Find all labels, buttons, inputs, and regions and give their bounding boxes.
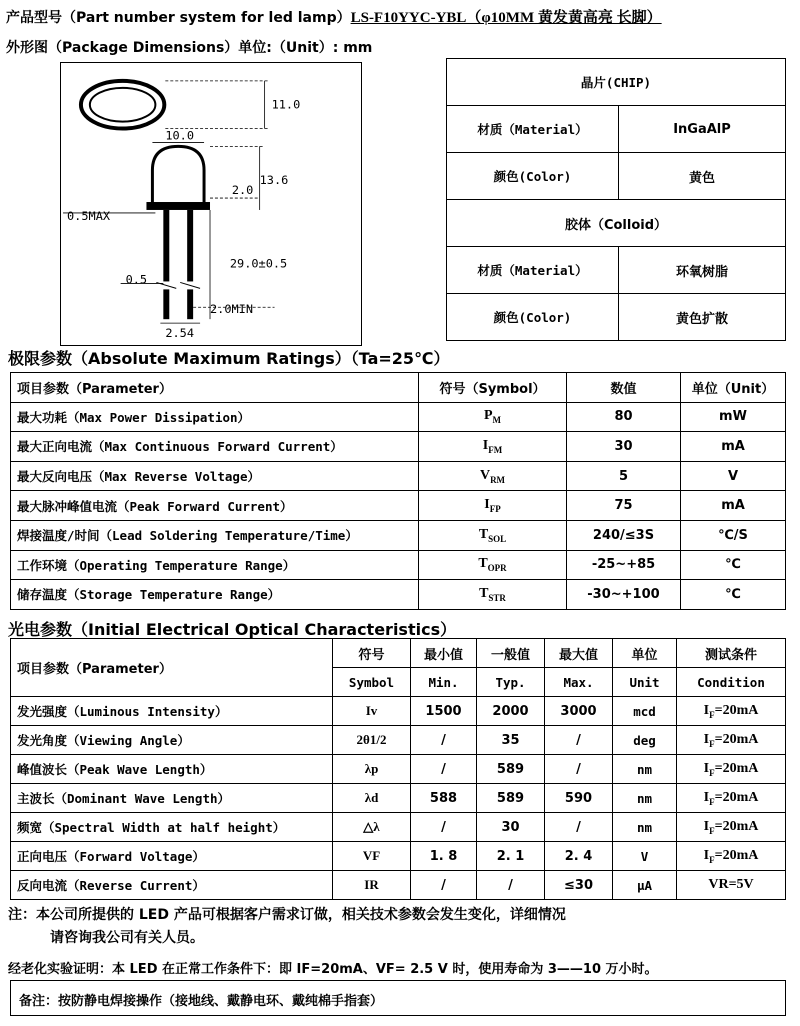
opt-symbol: IR: [333, 871, 411, 900]
opt-condition: [677, 871, 786, 900]
colloid-header: 胶体（Colloid）: [447, 200, 786, 247]
opt-max: 590: [545, 784, 613, 813]
abs-symbol-main: V: [479, 467, 491, 483]
abs-symbol-main: T: [478, 526, 489, 542]
opt-cond-main: I: [703, 702, 710, 718]
table-row: [11, 726, 786, 755]
opt-header-min-en: Min.: [411, 668, 477, 697]
dim-2-0min: 2.0MIN: [210, 302, 254, 317]
opt-cond-main: I: [703, 731, 710, 747]
abs-symbol-sub: FM: [488, 444, 503, 455]
abs-header-param: 项目参数（Parameter）: [11, 373, 419, 403]
optical-table: [10, 638, 786, 900]
remark-box: 备注：按防静电焊接操作（接地线、戴静电环、戴纯棉手指套）: [10, 980, 786, 1016]
colloid-color-value: 黄色扩散: [619, 294, 786, 341]
table-row: [11, 550, 786, 580]
abs-param: 焊接温度/时间（Lead Soldering Temperature/Time）: [11, 520, 419, 550]
abs-value: 30: [567, 432, 681, 462]
abs-max-table: [10, 372, 786, 610]
abs-param: 最大正向电流（Max Continuous Forward Current）: [11, 432, 419, 462]
opt-condition: [677, 842, 786, 871]
abs-symbol-main: P: [483, 408, 493, 424]
opt-cond-rest: =20mA: [714, 731, 759, 747]
lamp-flange: [146, 202, 210, 210]
title-line: [6, 6, 662, 27]
opt-unit: V: [613, 842, 677, 871]
abs-unit: V: [681, 461, 786, 491]
opt-unit: nm: [613, 784, 677, 813]
opt-header-max: 最大值: [545, 639, 613, 668]
lead-right-upper: [187, 210, 193, 281]
chip-color-value: 黄色: [619, 153, 786, 200]
opt-min: /: [411, 871, 477, 900]
opt-cond-sub: F: [709, 825, 715, 836]
opt-param: 主波长（Dominant Wave Length）: [11, 784, 333, 813]
abs-symbol-sub: RM: [490, 474, 506, 485]
opt-symbol: △λ: [333, 813, 411, 842]
abs-unit: mA: [681, 432, 786, 462]
opt-param: 频宽（Spectral Width at half height）: [11, 813, 333, 842]
note-1-cont: 请咨询我公司有关人员。: [50, 930, 204, 946]
table-row: [11, 491, 786, 521]
opt-min: /: [411, 813, 477, 842]
opt-min: /: [411, 755, 477, 784]
abs-header-unit: 单位（Unit）: [681, 373, 786, 403]
dim-2-0: 2.0: [231, 183, 254, 198]
abs-header-value: 数值: [567, 373, 681, 403]
dim-0-5max: 0.5MAX: [67, 208, 111, 223]
opt-header-symbol: 符号: [333, 639, 411, 668]
opt-header-param: 项目参数（Parameter）: [11, 639, 333, 697]
chip-material-label: 材质（Material）: [447, 106, 619, 153]
abs-param: 最大功耗（Max Power Dissipation）: [11, 402, 419, 432]
opt-max: /: [545, 755, 613, 784]
opt-condition: [677, 813, 786, 842]
abs-unit: ℃: [681, 580, 786, 610]
opt-condition: [677, 784, 786, 813]
abs-header-symbol: 符号（Symbol）: [419, 373, 567, 403]
opt-cond-main: I: [703, 818, 710, 834]
note-1: 注：本公司所提供的 LED 产品可根据客户需求订做，相关技术参数会发生变化，详细情况: [8, 907, 566, 923]
package-label: 外形图（Package Dimensions）单位:（Unit）: mm: [6, 40, 373, 56]
opt-header-unit-en: Unit: [613, 668, 677, 697]
dim-13-6: 13.6: [259, 173, 289, 188]
lead-right-lower: [187, 289, 193, 319]
opt-max: ≤30: [545, 871, 613, 900]
abs-symbol: [419, 432, 567, 462]
opt-param: 反向电流（Reverse Current）: [11, 871, 333, 900]
abs-unit: mA: [681, 491, 786, 521]
chip-colloid-table: [446, 58, 786, 341]
top-view-inner: [90, 88, 156, 122]
opt-min: 1. 8: [411, 842, 477, 871]
opt-cond-sub: F: [709, 767, 715, 778]
abs-value: 80: [567, 402, 681, 432]
opt-min: /: [411, 726, 477, 755]
opt-param: 峰值波长（Peak Wave Length）: [11, 755, 333, 784]
abs-param: 工作环境（Operating Temperature Range）: [11, 550, 419, 580]
opt-typ: /: [477, 871, 545, 900]
table-row: [11, 461, 786, 491]
opt-max: /: [545, 813, 613, 842]
opt-cond-sub: F: [709, 709, 715, 720]
opt-symbol: λd: [333, 784, 411, 813]
opt-typ: 2000: [477, 697, 545, 726]
abs-symbol: [419, 550, 567, 580]
opt-cond-rest: =20mA: [714, 847, 759, 863]
abs-value: 75: [567, 491, 681, 521]
abs-param: 最大反向电压（Max Reverse Voltage）: [11, 461, 419, 491]
opt-cond-main: I: [703, 760, 710, 776]
table-row: [11, 813, 786, 842]
opt-typ: 30: [477, 813, 545, 842]
optical-body: [11, 697, 786, 900]
table-row: [11, 432, 786, 462]
opt-cond-sub: F: [709, 738, 715, 749]
abs-symbol: [419, 461, 567, 491]
opt-max: 3000: [545, 697, 613, 726]
abs-value: 5: [567, 461, 681, 491]
opt-unit: deg: [613, 726, 677, 755]
dim-10: 10.0: [165, 128, 195, 143]
dim-2-54: 2.54: [165, 326, 195, 341]
opt-condition: [677, 726, 786, 755]
abs-symbol-sub: M: [492, 415, 502, 426]
table-row: [11, 580, 786, 610]
colloid-color-label: 颜色(Color): [447, 294, 619, 341]
opt-cond-main: I: [703, 789, 710, 805]
opt-unit: nm: [613, 755, 677, 784]
opt-header-typ: 一般值: [477, 639, 545, 668]
table-row: [11, 520, 786, 550]
abs-unit: ℃/S: [681, 520, 786, 550]
part-number: LS-F10YYC-YBL（φ10MM 黄发黄高亮 长脚）: [350, 10, 662, 26]
table-row: [11, 402, 786, 432]
abs-unit: ℃: [681, 550, 786, 580]
lead-left-lower: [163, 289, 169, 319]
opt-typ: 2. 1: [477, 842, 545, 871]
opt-cond-sub: F: [709, 854, 715, 865]
opt-cond-sub: F: [709, 796, 715, 807]
optical-title: 光电参数（Initial Electrical Optical Characteristics）: [8, 620, 457, 639]
opt-header-cond-en: Condition: [677, 668, 786, 697]
opt-symbol: 2θ1/2: [333, 726, 411, 755]
opt-unit: nm: [613, 813, 677, 842]
note-2: 经老化实验证明：本 LED 在正常工作条件下：即 IF=20mA、VF= 2.5 V 时，使用寿命为 3——10 万小时。: [8, 962, 658, 977]
abs-value: -25~+85: [567, 550, 681, 580]
abs-symbol-main: T: [478, 556, 488, 572]
opt-header-unit: 单位: [613, 639, 677, 668]
opt-cond-rest: =20mA: [714, 760, 759, 776]
dim-29: 29.0±0.5: [229, 256, 288, 271]
opt-unit: μA: [613, 871, 677, 900]
table-row: [11, 842, 786, 871]
opt-typ: 589: [477, 755, 545, 784]
abs-symbol: [419, 402, 567, 432]
lamp-body: [152, 146, 204, 204]
abs-param: 储存温度（Storage Temperature Range）: [11, 580, 419, 610]
abs-symbol-sub: FP: [489, 504, 501, 515]
chip-header: 晶片(CHIP): [447, 59, 786, 106]
opt-symbol: λp: [333, 755, 411, 784]
table-row: [11, 697, 786, 726]
opt-header-min: 最小值: [411, 639, 477, 668]
opt-header-cond: 测试条件: [677, 639, 786, 668]
opt-cond-rest: =20mA: [714, 818, 759, 834]
opt-param: 发光角度（Viewing Angle）: [11, 726, 333, 755]
package-drawing-svg: [61, 63, 361, 345]
abs-param: 最大脉冲峰值电流（Peak Forward Current）: [11, 491, 419, 521]
opt-typ: 589: [477, 784, 545, 813]
opt-typ: 35: [477, 726, 545, 755]
abs-symbol-main: I: [482, 438, 489, 454]
opt-header-max-en: Max.: [545, 668, 613, 697]
abs-value: 240/≤3S: [567, 520, 681, 550]
opt-symbol: VF: [333, 842, 411, 871]
abs-symbol: [419, 520, 567, 550]
opt-cond-main: I: [703, 847, 710, 863]
abs-symbol-main: I: [484, 497, 490, 513]
opt-max: /: [545, 726, 613, 755]
abs-symbol-sub: STR: [488, 592, 506, 603]
opt-cond-main: VR=5V: [708, 876, 754, 892]
package-drawing: [60, 62, 362, 346]
table-row: [11, 784, 786, 813]
table-row: [11, 755, 786, 784]
opt-condition: [677, 697, 786, 726]
abs-symbol-main: T: [479, 586, 489, 602]
opt-condition: [677, 755, 786, 784]
opt-min: 1500: [411, 697, 477, 726]
abs-symbol: [419, 491, 567, 521]
chip-color-label: 颜色(Color): [447, 153, 619, 200]
dim-0-5: 0.5: [125, 272, 148, 287]
abs-max-title: 极限参数（Absolute Maximum Ratings）（Ta=25℃）: [8, 349, 450, 368]
abs-symbol-sub: SOL: [488, 533, 507, 544]
opt-max: 2. 4: [545, 842, 613, 871]
opt-header-typ-en: Typ.: [477, 668, 545, 697]
table-row: [11, 871, 786, 900]
abs-unit: mW: [681, 402, 786, 432]
opt-unit: mcd: [613, 697, 677, 726]
opt-min: 588: [411, 784, 477, 813]
opt-header-symbol-en: Symbol: [333, 668, 411, 697]
abs-symbol-sub: OPR: [487, 563, 507, 574]
chip-material-value: InGaAlP: [619, 106, 786, 153]
opt-cond-rest: =20mA: [714, 789, 759, 805]
dim-11: 11.0: [271, 97, 301, 112]
abs-value: -30~+100: [567, 580, 681, 610]
colloid-material-value: 环氧树脂: [619, 247, 786, 294]
opt-param: 发光强度（Luminous Intensity）: [11, 697, 333, 726]
opt-symbol: Iv: [333, 697, 411, 726]
lead-left-upper: [163, 210, 169, 281]
colloid-material-label: 材质（Material）: [447, 247, 619, 294]
abs-max-body: [11, 402, 786, 609]
title-prefix: 产品型号（Part number system for led lamp）: [6, 10, 351, 26]
opt-cond-rest: =20mA: [714, 702, 759, 718]
opt-param: 正向电压（Forward Voltage）: [11, 842, 333, 871]
abs-symbol: [419, 580, 567, 610]
